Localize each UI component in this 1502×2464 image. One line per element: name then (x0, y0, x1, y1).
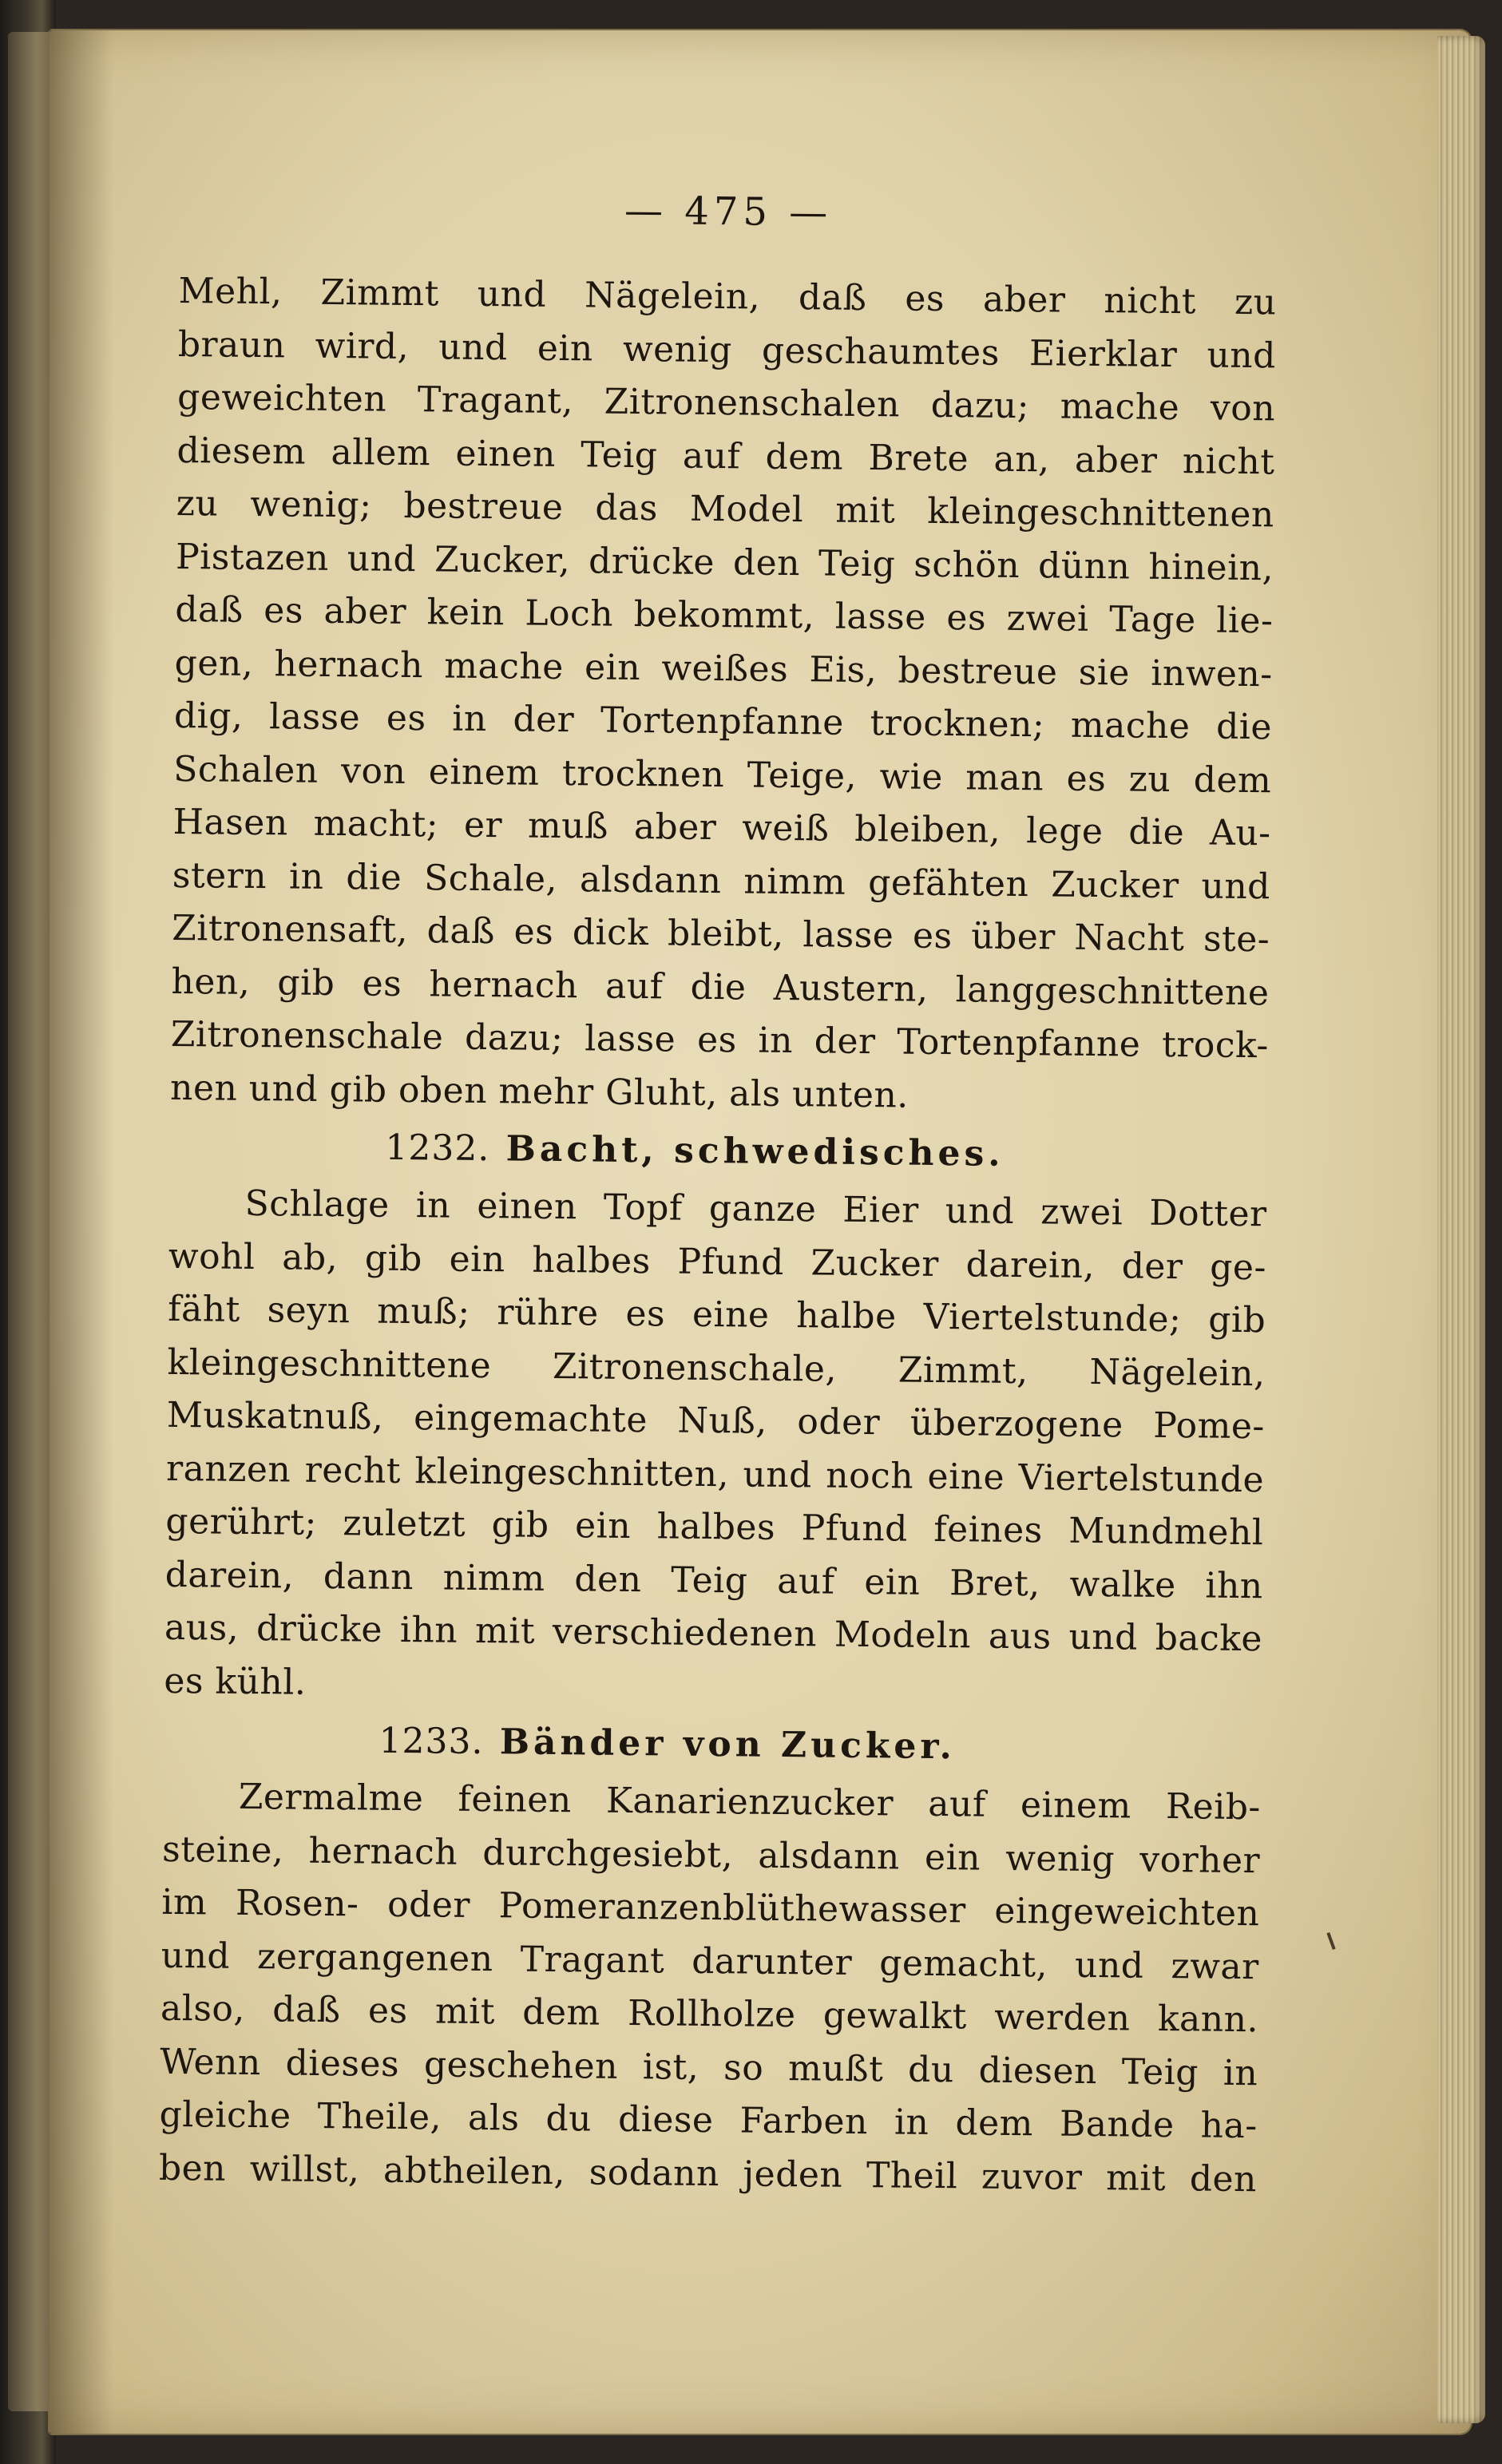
text-line: Mehl, Zimmt und Nägelein, daß es aber nicht zu (178, 270, 1277, 323)
text-line: wohl ab, gib ein halbes Pfund Zucker darein, der ge- (168, 1235, 1267, 1288)
text-line: Zitronensaft, daß es dick bleibt, lasse es über Nacht ste- (171, 907, 1270, 961)
text-line: und zergangenen Tragant darunter gemacht, und zwar (161, 1935, 1259, 1987)
text-line: ranzen recht kleingeschnitten, und noch eine Viertelstunde (165, 1448, 1265, 1500)
page-text (159, 184, 1278, 2206)
text-line: also, daß es mit dem Rollholze gewalkt werden kann. (160, 1987, 1259, 2041)
text-line: gen, hernach mache ein weißes Eis, bestreue sie inwen- (174, 642, 1273, 695)
text-line: stern in die Schale, alsdann nimm gefähten Zucker und (172, 854, 1271, 907)
page-stack-edge (1437, 36, 1485, 2423)
recipe-heading (169, 1115, 1268, 1188)
text-line: dig, lasse es in der Tortenpfanne trocknen; mache die (173, 695, 1273, 748)
text-line: es kühl. (164, 1660, 307, 1703)
text-line: Wenn dieses geschehen ist, so mußt du diesen Teig in (160, 2041, 1258, 2094)
recipe-body (164, 1177, 1267, 1719)
recipe-number: 1232. (385, 1127, 490, 1170)
text-line: Zitronenschale dazu; lasse es in der Tortenpfanne trock- (170, 1013, 1270, 1067)
recipe-title: Bacht, schwedisches. (505, 1128, 1005, 1175)
text-line: geweichten Tragant, Zitronenschalen dazu; mache von (176, 376, 1276, 430)
gutter-shadow (50, 30, 113, 2434)
paragraph-continuation (170, 265, 1277, 1126)
text-line: nen und gib oben mehr Gluht, als unten. (169, 1067, 910, 1116)
text-line: steine, hernach durchgesiebt, alsdann ein wenig vorher (161, 1828, 1261, 1881)
page-number: — 475 — (624, 188, 833, 236)
text-line: im Rosen- oder Pomeranzenblüthewasser eingeweichten (161, 1881, 1260, 1935)
text-line: ben willst, abtheilen, sodann jeden Theil zuvor mit den (158, 2147, 1258, 2200)
recipe-body (159, 1770, 1261, 2206)
recipe-title: Bänder von Zucker. (499, 1721, 957, 1768)
text-line: hen, gib es hernach auf die Austern, langgeschnittene (171, 961, 1270, 1013)
text-line: braun wird, und ein wenig geschaumtes Eierklar und (177, 323, 1277, 376)
text-line: Schlage in einen Topf ganze Eier und zwei Dotter (244, 1182, 1267, 1235)
text-line: Muskatnuß, eingemachte Nuß, oder überzogene Pome- (166, 1394, 1266, 1448)
text-line: Zermalme feinen Kanarienzucker auf einem Reib- (238, 1776, 1262, 1828)
text-line: aus, drücke ihn mit verschiedenen Modeln aus und backe (164, 1606, 1263, 1660)
text-line: diesem allem einen Teig auf dem Brete an, aber nicht (176, 430, 1275, 482)
text-line: gleiche Theile, als du diese Farben in dem Bande ha- (159, 2094, 1258, 2147)
recipe-number: 1233. (378, 1720, 484, 1763)
text-line: darein, dann nimm den Teig auf ein Bret, walke ihn (164, 1554, 1263, 1606)
text-line: Hasen macht; er muß aber weiß bleiben, lege die Au- (172, 801, 1271, 854)
left-page-edge (8, 32, 56, 2411)
text-line: zu wenig; bestreue das Model mit kleingeschnittenen (176, 482, 1274, 536)
text-line: fäht seyn muß; rühre es eine halbe Viertelstunde; gib (167, 1288, 1266, 1341)
text-line: Pistazen und Zucker, drücke den Teig schön dünn hinein, (175, 536, 1274, 588)
text-line: daß es aber kein Loch bekommt, lasse es zwei Tage lie- (175, 588, 1274, 642)
text-line: gerührt; zuletzt gib ein halbes Pfund feines Mundmehl (165, 1500, 1264, 1554)
text-line: Schalen von einem trocknen Teige, wie man es zu dem (173, 748, 1272, 801)
recipe-heading (163, 1708, 1262, 1781)
text-line: kleingeschnittene Zitronenschale, Zimmt, Nägelein, (167, 1341, 1266, 1394)
